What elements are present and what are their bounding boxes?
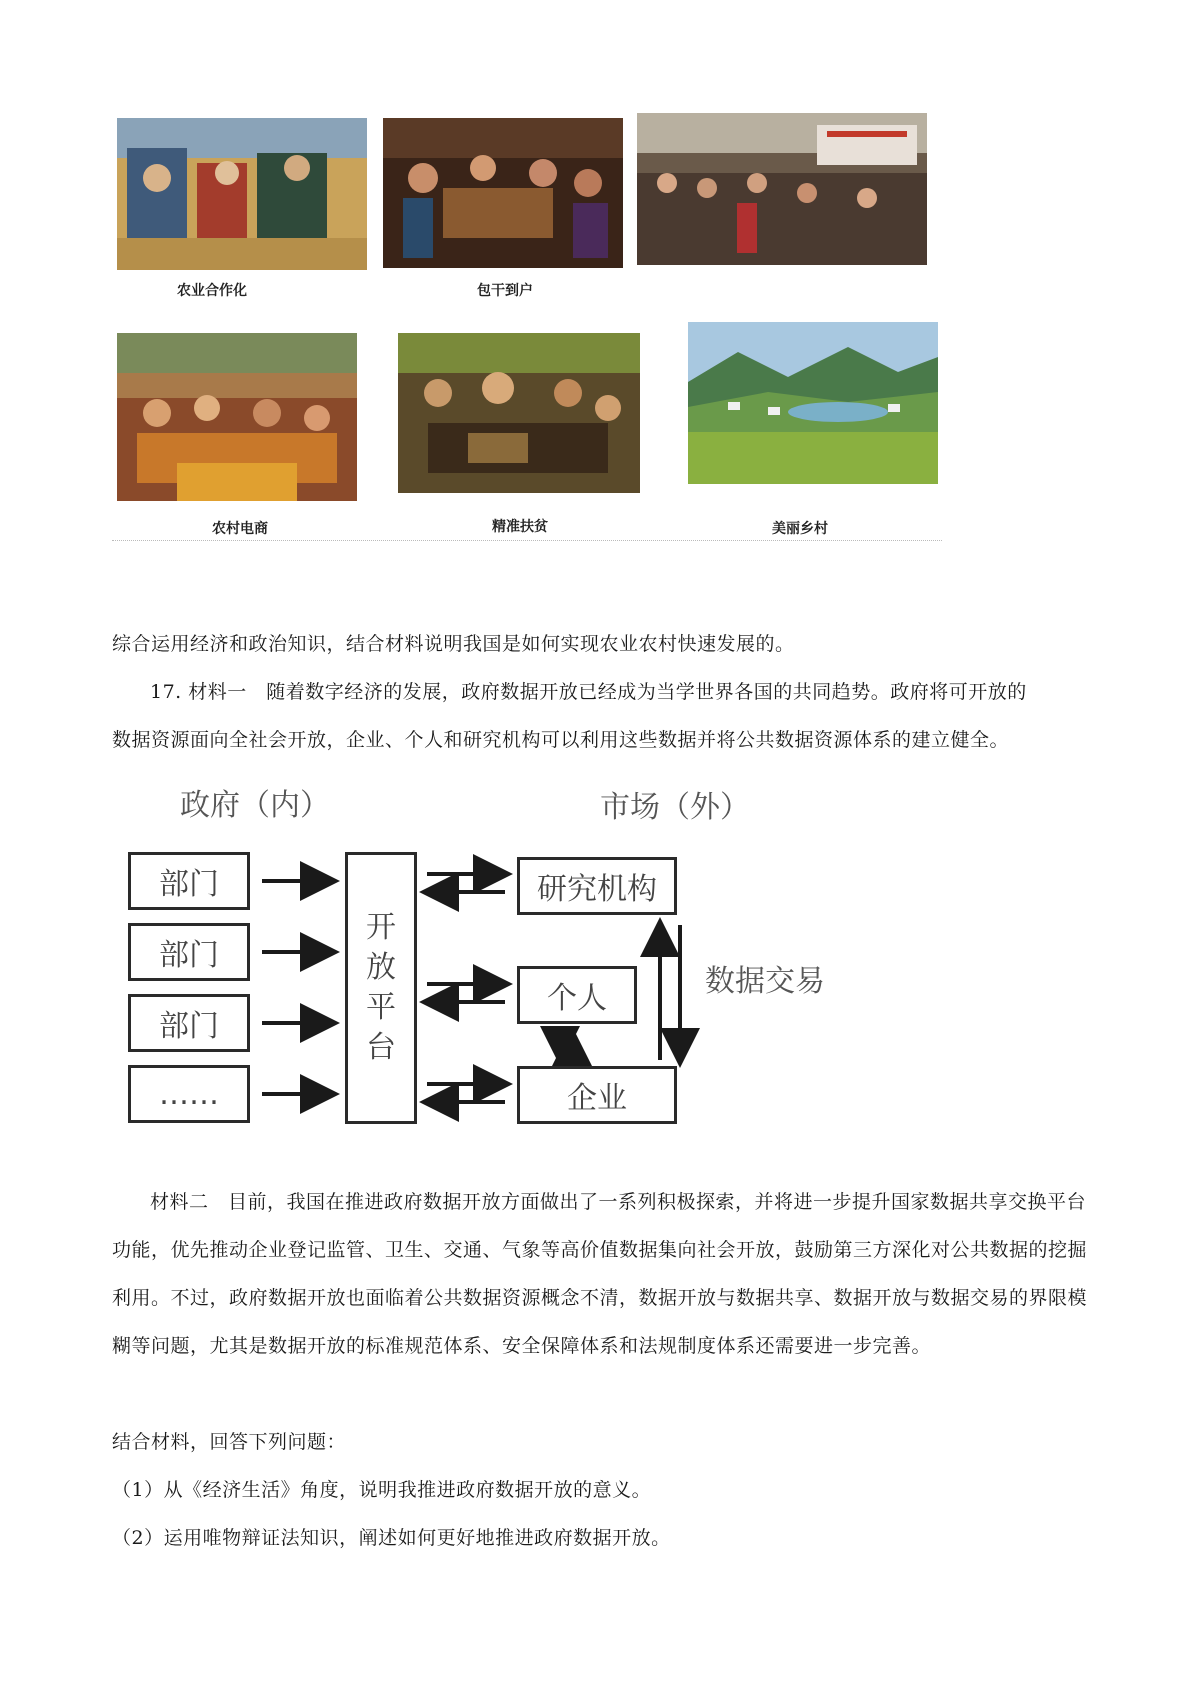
individual-box: 个人 (517, 966, 637, 1024)
platform-char: 台 (366, 1030, 396, 1065)
diagram-left-heading: 政府（内） (180, 788, 330, 823)
platform-char: 平 (366, 990, 396, 1025)
platform-char: 开 (366, 910, 396, 945)
data-open-diagram (120, 770, 840, 1130)
enterprise-box: 企业 (517, 1066, 677, 1124)
q17-material2: 材料二 目前，我国在推进政府数据开放方面做出了一系列积极探索，并将进一步提升国家数据共享交换平台功能，优先推动企业登记监管、卫生、交通、气象等高价值数据集向社会开放，鼓励第三方深化对公共数据的挖掘利用。不过，政府数据开放也面临着公共数据资源概念不清，数据开放与数据共享、数据开放与数据交易的界限模糊等问题，尤其是数据开放的标准规范体系、安全保障体系和法规制度体系还需要进一步完善。 (112, 1191, 1088, 1357)
q17-sub-question-1: （1）从《经济生活》角度，说明我推进政府数据开放的意义。 (112, 1479, 652, 1501)
photo-household-contract (383, 118, 623, 268)
platform-char: 放 (366, 950, 396, 985)
photo-targeted-poverty-alleviation (398, 333, 640, 493)
department-box: …… (128, 1065, 250, 1123)
diagram-right-heading: 市场（外） (600, 790, 750, 825)
photo-caption: 精准扶贫 (492, 519, 548, 535)
photo-rural-market (637, 113, 927, 265)
q17-material1-line1: 17. 材料一 随着数字经济的发展，政府数据开放已经成为当学世界各国的共同趋势。政府将可开放的 (150, 681, 1027, 703)
data-trade-label: 数据交易 (705, 964, 825, 999)
divider (112, 540, 942, 541)
department-box: 部门 (128, 852, 250, 910)
question-16-prompt: 综合运用经济和政治知识，结合材料说明我国是如何实现农业农村快速发展的。 (112, 633, 795, 655)
photo-caption: 包干到户 (477, 283, 533, 299)
diagram-arrows (120, 770, 840, 1130)
photo-caption: 美丽乡村 (772, 521, 828, 537)
q17-instruction: 结合材料，回答下列问题： (112, 1431, 347, 1453)
q17-sub-question-2: （2）运用唯物辩证法知识，阐述如何更好地推进政府数据开放。 (112, 1527, 671, 1549)
photo-rural-ecommerce (117, 333, 357, 501)
photo-agricultural-cooperation (117, 118, 367, 270)
department-box: 部门 (128, 994, 250, 1052)
photo-beautiful-countryside (688, 322, 938, 484)
photo-caption: 农业合作化 (177, 283, 247, 299)
photo-caption: 农村电商 (212, 521, 268, 537)
q17-material1-line2: 数据资源面向全社会开放，企业、个人和研究机构可以利用这些数据并将公共数据资源体系的建立健全。 (112, 729, 1010, 751)
research-institution-box: 研究机构 (517, 857, 677, 915)
department-box: 部门 (128, 923, 250, 981)
